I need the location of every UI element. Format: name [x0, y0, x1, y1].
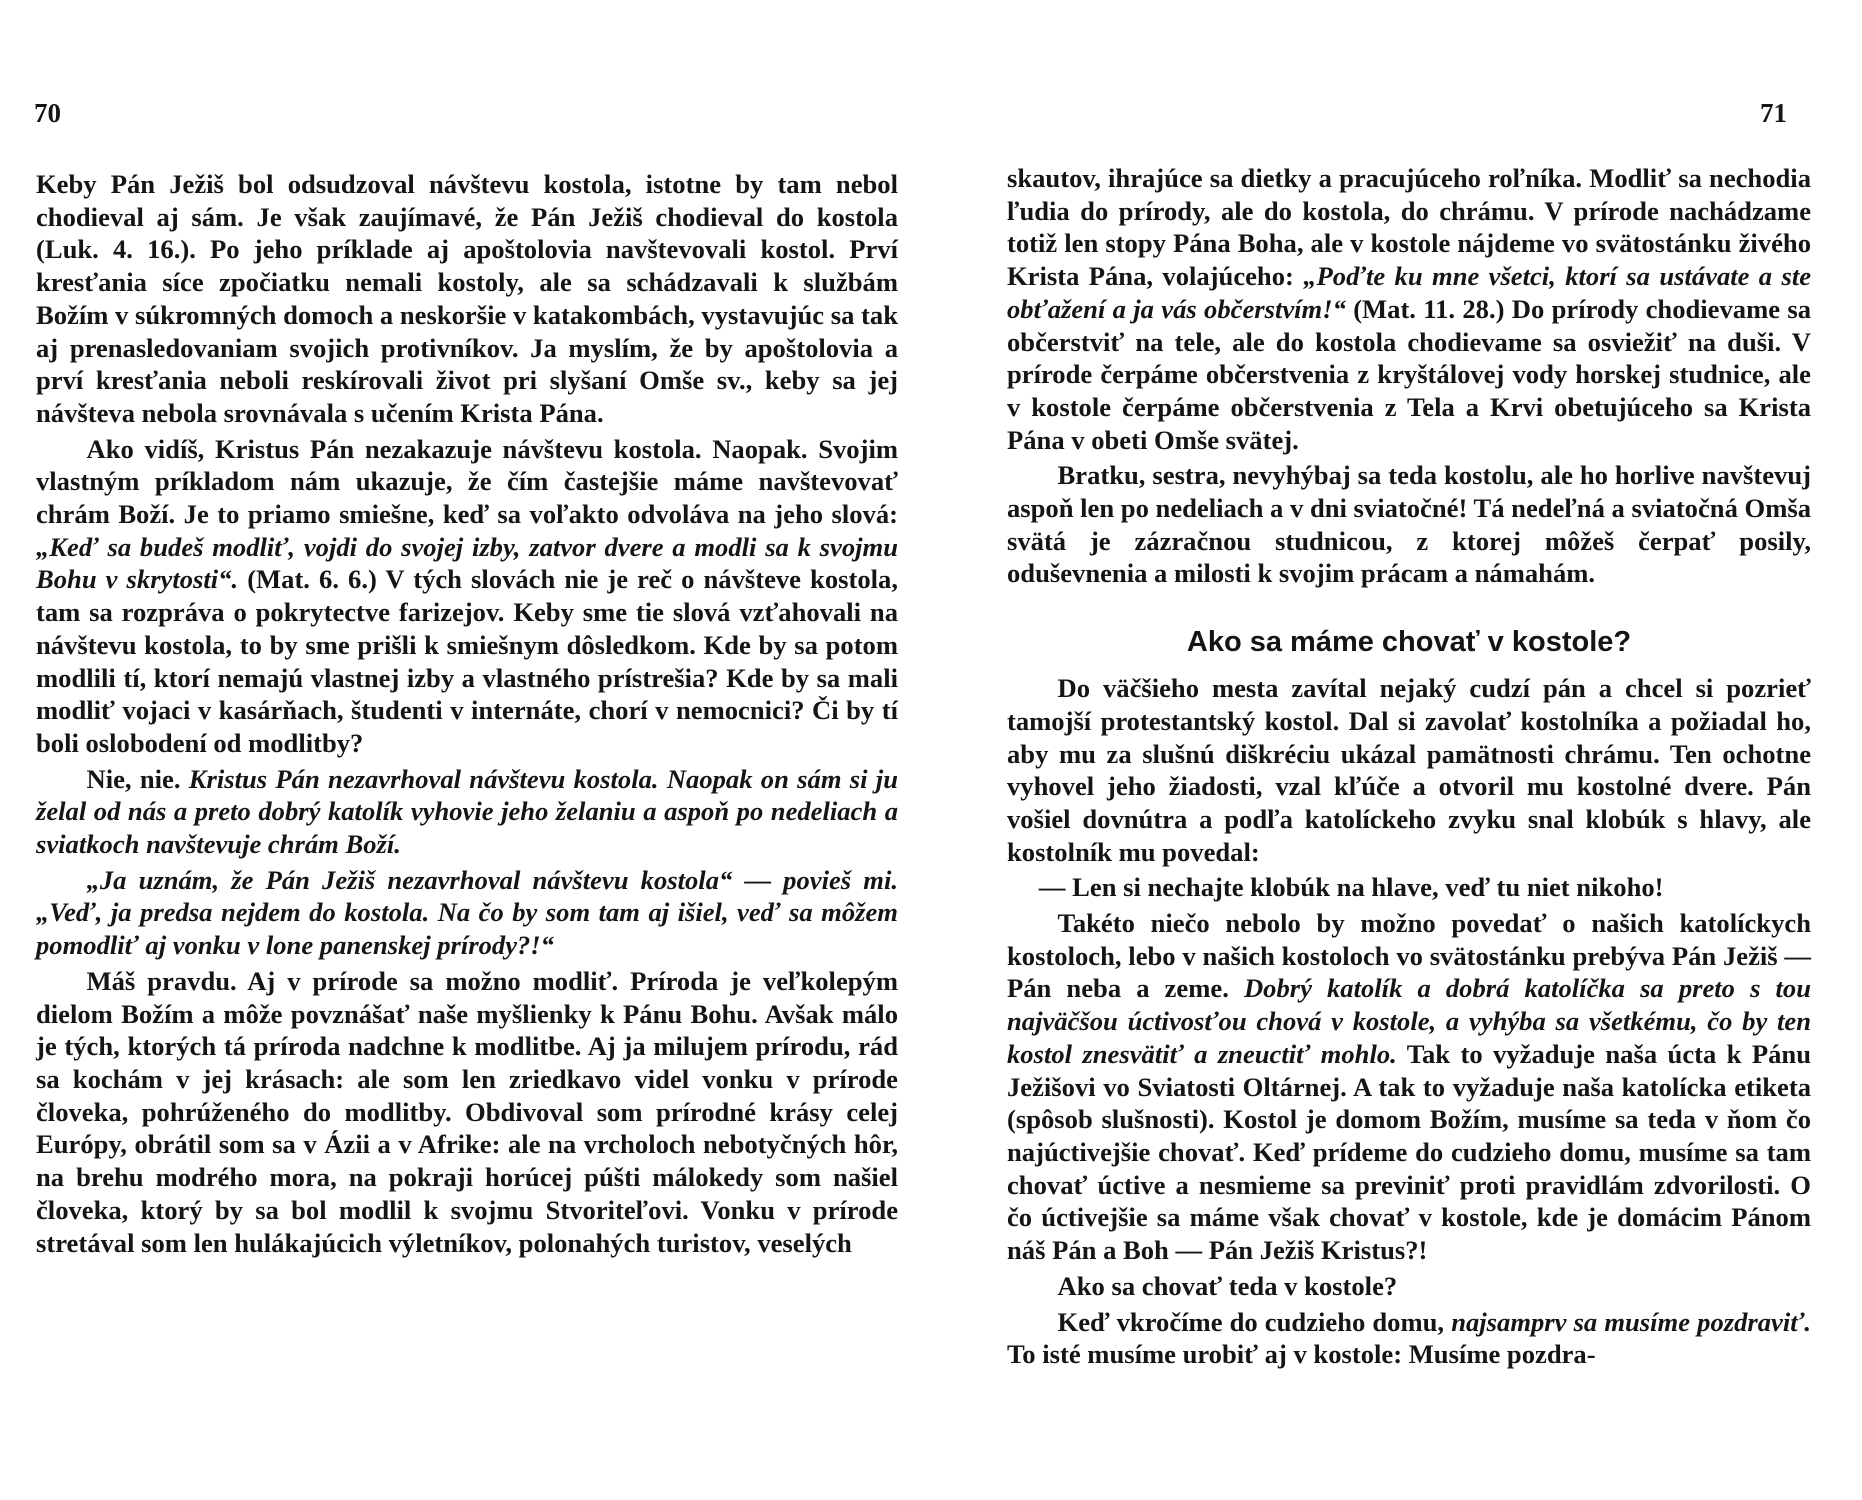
- page-number-right: 71: [1760, 98, 1787, 128]
- paragraph: Takéto niečo nebolo by možno povedať o našich katolíckych kostoloch, lebo v našich kostoloch vo svätostánku prebýva Pán Ježiš — Pán neba a zeme. Dobrý katolík a dobrá katolíčka sa preto s tou najväčšou úctivosťou chová v kostole, a vyhýba sa všetkému, čo by ten kostol znesvätiť a zneuctiť mohlo. Tak to vyžaduje naša úcta k Pánu Ježišovi vo Sviatosti Oltárnej. A tak to vyžaduje naša katolícka etiketa (spôsob slušnosti). Kostol je domom Božím, musíme sa teda v ňom čo najúctivejšie chovať. Keď prídeme do cudzieho domu, musíme sa tam chovať úctive a nesmieme sa previniť proti pravidlám zdvorilosti. O čo úctivejšie sa máme však chovať v kostole, kde je domácim Pánom náš Pán a Boh — Pán Ježiš Kristus?!: [1007, 908, 1811, 1266]
- paragraph: skautov, ihrajúce sa dietky a pracujúceho roľníka. Modliť sa nechodia ľudia do prírody, ale do kostola, do chrámu. V prírode nachádzame totiž len stopy Pána Boha, ale v kostole nájdeme vo svätostánku živého Krista Pána, volajúceho: „Poďte ku mne všetci, ktorí sa ustávate a ste obťažení a ja vás občerstvím!“ (Mat. 11. 28.) Do prírody chodievame sa občerstviť na tele, ale do kostola chodievame sa osviežiť na duši. V prírode čerpáme občerstvenia z kryštálovej vody horskej studnice, ale v kostole čerpáme občerstvenia z Tela a Krvi obetujúceho sa Krista Pána v obeti Omše svätej.: [1007, 163, 1812, 455]
- right-page-text: [1007, 162, 1811, 1371]
- paragraph: Keby Pán Ježiš bol odsudzoval návštevu kostola, istotne by tam nebol chodieval aj sám. Je však zaujímavé, že Pán Ježiš chodieval do kostola (Luk. 4. 16.). Po jeho príklade aj apoštolovia navštevovali kostol. Prví kresťania síce zpočiatku nemali kostoly, ale sa schádzavali k službám Božím v súkromných domoch a neskoršie v katakombách, vystavujúc sa tak aj prenasledovaniam svojich protivníkov. Ja myslím, že by apoštolovia a prví kresťania neboli reskírovali život pri slyšaní Omše sv., keby sa jej návšteva nebola srovnávala s učením Krista Pána.: [36, 169, 898, 428]
- paragraph: „Ja uznám, že Pán Ježiš nezavrhoval návštevu kostola“ — povieš mi. „Veď, ja predsa nejdem do kostola. Na čo by som tam aj išiel, veď sa môžem pomodliť aj vonku v lone panenskej prírody?!“: [36, 864, 898, 961]
- left-page-text: [36, 168, 898, 1259]
- page-number-left: 70: [34, 98, 61, 128]
- paragraph: Máš pravdu. Aj v prírode sa možno modliť. Príroda je veľkolepým dielom Božím a môže povznášať naše myšlienky k Pánu Bohu. Avšak málo je tých, ktorých tá príroda nadchne k modlitbe. Aj ja milujem prírodu, rád sa kochám v jej krásach: ale som len zriedkavo videl vonku v prírode človeka, pohrúženého do modlitby. Obdivoval som prírodné krásy celej Európy, obrátil som sa v Ázii a v Afrike: ale na vrcholoch nebotyčných hôr, na brehu modrého mora, na pokraji horúcej púšti málokedy som našiel človeka, ktorý by sa bol modlil k svojmu Stvoriteľovi. Vonku v prírode stretával som len hulákajúcich výletníkov, polonahých turistov, veselých: [36, 965, 898, 1258]
- paragraph: Ako sa chovať teda v kostole?: [1057, 1270, 1398, 1301]
- paragraph: Nie, nie. Kristus Pán nezavrhoval návštevu kostola. Naopak on sám si ju želal od nás a preto dobrý katolík vyhovie jeho želaniu a aspoň po nedeliach a sviatkoch navštevuje chrám Boží.: [36, 763, 898, 860]
- paragraph: Keď vkročíme do cudzieho domu, najsamprv sa musíme pozdraviť. To isté musíme urobiť aj v kostole: Musíme pozdra-: [1007, 1306, 1812, 1370]
- paragraph: Do väčšieho mesta zavítal nejaký cudzí pán a chcel si pozrieť tamojší protestantský kostol. Dal si zavolať kostolníka a požiadal ho, aby mu za slušnú diškréciu ukázal pamätnosti chrámu. Ten ochotne vyhovel jeho žiadosti, vzal kľúče a otvoril mu kostolné dvere. Pán vošiel dovnútra a podľa katolíckeho zvyku snal klobúk s hlavy, ale kostolník mu povedal:: [1007, 673, 1811, 867]
- paragraph: — Len si nechajte klobúk na hlave, veď tu niet nikoho!: [1038, 872, 1664, 903]
- paragraph: Bratku, sestra, nevyhýbaj sa teda kostolu, ale ho horlive navštevuj aspoň len po nedeliach a v dni sviatočné! Tá nedeľná a sviatočná Omša svätá je zázračnou studnicou, z ktorej môžeš čerpať posily, oduševnenia a milosti k svojim prácam a námahám.: [1007, 460, 1811, 589]
- section-heading: Ako sa máme chovať v kostole?: [1186, 626, 1632, 659]
- right-page: [931, 0, 1862, 1500]
- paragraph: Ako vidíš, Kristus Pán nezakazuje návštevu kostola. Naopak. Svojim vlastným príkladom nám ukazuje, že čím častejšie máme navštevovať chrám Boží. Je to priamo smiešne, keď sa voľakto odvoláva na jeho slová: „Keď sa budeš modliť, vojdi do svojej izby, zatvor dvere a modli sa k svojmu Bohu v skrytosti“. (Mat. 6. 6.) V tých slovách nie je reč o návšteve kostola, tam sa rozpráva o pokrytectve farizejov. Keby sme tie slová vzťahovali na návštevu kostola, to by sme prišli k smiešnym dôsledkom. Kde by sa potom modlili tí, ktorí nemajú vlastnej izby a vlastného prístrešia? Kde by sa mali modliť vojaci v kasárňach, študenti v internáte, chorí v nemocnici? Či by tí boli oslobodení od modlitby?: [36, 433, 898, 758]
